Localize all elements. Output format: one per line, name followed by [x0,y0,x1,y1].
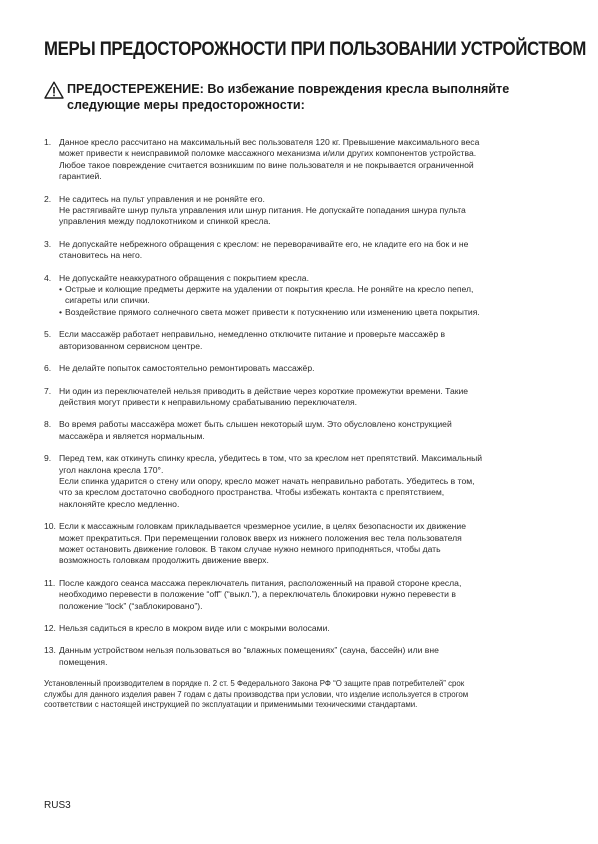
note-line: Установленный производителем в порядке п. 2 ст. 5 Федерального Закона РФ “О защите прав потребителей” срок [44,679,465,689]
list-item [44,329,554,352]
list-item [44,453,554,510]
list-item [44,273,554,319]
item-number: 9. [44,453,52,464]
list-item [44,578,554,612]
item-line: что за креслом достаточно свободного пространства. Чтобы избежать контакта с препятствием, [59,487,445,498]
bullet-line: Острые и колющие предметы держите на удалении от покрытия кресла. Не роняйте на кресло пепел, [65,284,474,295]
bullet-line: Воздействие прямого солнечного света может привести к потускнению или изменению цвета покрытия. [65,306,480,317]
item-line: наклоняйте кресло медленно. [59,498,180,509]
item-number: 2. [44,193,52,204]
list-item [44,386,554,409]
item-line: становитесь на него. [59,250,143,261]
item-number: 8. [44,419,52,430]
item-line: Если спинка ударится о стену или опору, кресло может начать неправильно работать. Убедитесь в том, [59,475,475,486]
list-item [44,137,554,183]
list-item [44,419,554,442]
item-line: может остановить движение головок. В таком случае нужно немного приподняться, чтобы дать [59,543,441,554]
item-line: Перед тем, как откинуть спинку кресла, убедитесь в том, что за креслом нет препятствий. Максимальный [59,453,483,464]
item-line: действия могут привести к неправильному срабатыванию переключателя. [59,396,358,407]
warning-line-1: ПРЕДОСТЕРЕЖЕНИЕ: Во избежание повреждения кресла выполняйте [67,82,510,96]
item-line: массажёра и является нормальным. [59,430,205,441]
item-line: Не допускайте небрежного обращения с креслом: не переворачивайте его, не кладите его на бок и не [59,238,469,249]
item-line: Не делайте попыток самостоятельно ремонтировать массажёр. [59,363,315,374]
bullet-dot-icon: • [59,284,63,295]
item-text [59,578,554,612]
item-text [59,194,554,228]
item-line: может прекратиться. При перемещении головок вверх из нижнего положения вес тела пользователя [59,532,462,543]
item-line: необходимо перевести в положение “off” (“выкл.”), а переключатель блокировки нужно перевести в [59,589,456,600]
note-line: соответствии с настоящей инструкцией по эксплуатации и применимыми техническими стандартами. [44,700,418,710]
item-number: 7. [44,385,52,396]
page-title: МЕРЫ ПРЕДОСТОРОЖНОСТИ ПРИ ПОЛЬЗОВАНИИ УСТРОЙСТВОМ [44,38,587,60]
page-number: RUS3 [44,800,71,811]
item-line: может привести к неисправимой поломке массажного механизма и/или других компонентов устройства. [59,148,477,159]
item-number: 4. [44,272,52,283]
item-line: Любое такое повреждение считается возникшим по вине пользователя и не покрывается ограниченной [59,159,474,170]
item-text [59,521,554,567]
item-line: Во время работы массажёра может быть слышен некоторый шум. Это обусловлено конструкцией [59,419,452,430]
item-number: 12. [44,623,56,633]
item-line: Если к массажным головкам прикладывается чрезмерное усилие, в целях безопасности их движение [59,521,466,532]
item-line: гарантией. [59,171,102,182]
item-line: Данное кресло рассчитано на максимальный вес пользователя 120 кг. Превышение максимального веса [59,137,480,147]
list-item [44,194,554,228]
item-line: возможность головкам продолжить движение вверх. [59,555,269,566]
item-text [59,386,554,409]
item-text [59,137,554,183]
item-text [59,419,554,442]
item-line: угол наклона кресла 170°. [59,464,164,475]
item-text [59,363,554,374]
list-item [44,521,554,567]
item-line: Если массажёр работает неправильно, немедленно отключите питание и проверьте массажёр в [59,329,446,340]
item-line: Ни один из переключателей нельзя приводить в действие через короткие промежутки времени. Такие [59,385,469,396]
item-line: После каждого сеанса массажа переключатель питания, расположенный на правой стороне кресла, [59,577,462,588]
list-item [44,363,554,374]
note-line: службы для данного изделия равен 7 годам с даты производства при условии, что изделие используется в строгом [44,689,469,699]
list-item [44,645,554,668]
item-text [59,239,554,262]
service-life-note [44,679,554,711]
item-line: авторизованном сервисном центре. [59,340,203,351]
item-line: управления между подлокотником и спинкой кресла. [59,216,271,227]
item-text [59,329,554,352]
item-line: Данным устройством нельзя пользоваться во “влажных помещениях” (сауна, бассейн) или вне [59,645,439,656]
item-text [59,623,554,634]
item-line: Не допускайте неаккуратного обращения с покрытием кресла. [59,272,309,283]
bullet-item [59,307,554,318]
bullet-item [59,284,554,307]
item-line: помещения. [59,656,108,667]
item-number: 13. [44,645,56,656]
warning-text [67,81,509,113]
bullet-line: сигареты или спички. [65,295,150,306]
item-text [59,645,554,668]
item-line: Не садитесь на пульт управления и не роняйте его. [59,193,265,204]
precautions-list [44,137,554,668]
list-item [44,239,554,262]
item-number: 10. [44,521,56,532]
item-number: 6. [44,363,52,374]
item-number: 3. [44,238,52,249]
warning-block [44,81,554,113]
item-number: 1. [44,137,52,147]
warning-line-2: следующие меры предосторожности: [67,98,305,112]
item-text [59,273,554,319]
item-line: Не растягивайте шнур пульта управления или шнур питания. Не допускайте попадания шнура пульта [59,205,466,216]
item-line: Нельзя садиться в кресло в мокром виде или с мокрыми волосами. [59,623,330,633]
warning-triangle-icon [44,81,64,99]
bullet-dot-icon: • [59,306,63,317]
item-number: 11. [44,577,56,588]
item-line: положение “lock” (“заблокировано”). [59,600,203,611]
item-number: 5. [44,329,52,340]
item-text [59,453,554,510]
list-item [44,623,554,634]
